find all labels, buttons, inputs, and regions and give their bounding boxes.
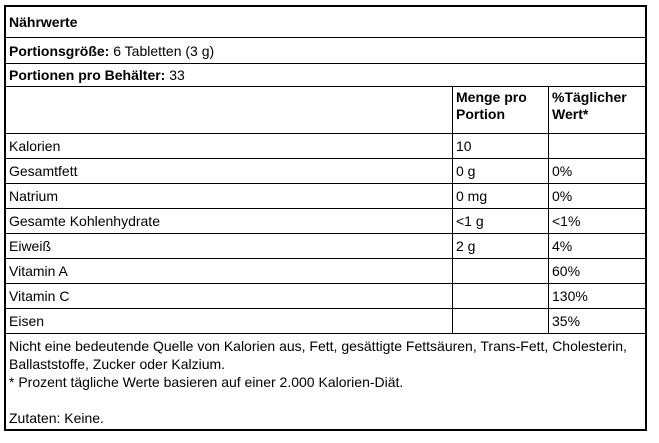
nutrient-amount: 0 mg	[452, 184, 548, 208]
table-row	[6, 259, 645, 284]
nutrient-name: Eisen	[9, 312, 45, 329]
nutrient-daily-value: 4%	[548, 234, 645, 258]
nutrient-name: Eiweiß	[9, 237, 52, 254]
footnote-daily-value: * Prozent tägliche Werte basieren auf einer 2.000 Kalorien-Diät.	[9, 374, 404, 390]
nutrient-amount	[452, 309, 548, 333]
serving-size-value: 6 Tabletten (3 g)	[109, 42, 215, 59]
nutrient-amount: 0 g	[452, 159, 548, 183]
nutrient-daily-value	[548, 134, 645, 158]
nutrient-daily-value: 60%	[548, 259, 645, 283]
nutrient-daily-value: 130%	[548, 284, 645, 308]
nutrient-name: Vitamin C	[9, 287, 70, 304]
header-nutrient	[6, 87, 452, 133]
nutrient-name: Kalorien	[9, 137, 61, 154]
nutrient-amount: 2 g	[452, 234, 548, 258]
servings-per-container-value: 33	[165, 67, 185, 83]
serving-size-label: Portionsgröße:	[9, 42, 110, 59]
header-daily-value: %Täglicher Wert*	[548, 87, 645, 133]
nutrient-name: Gesamte Kohlenhydrate	[9, 212, 160, 229]
nutrition-facts-panel	[4, 5, 647, 431]
servings-per-container-row	[6, 64, 645, 87]
nutrient-name: Gesamtfett	[9, 162, 78, 179]
spacer	[9, 391, 642, 409]
serving-size-row	[6, 38, 645, 64]
ingredients: Zutaten: Keine.	[9, 410, 104, 426]
table-row	[6, 184, 645, 209]
panel-title: Nährwerte	[6, 7, 645, 38]
nutrient-daily-value: 0%	[548, 184, 645, 208]
header-amount-per-serving: Menge pro Portion	[452, 87, 548, 133]
servings-per-container-label: Portionen pro Behälter:	[9, 67, 166, 83]
table-row	[6, 309, 645, 334]
footer-notes	[6, 334, 645, 429]
nutrient-amount: 10	[452, 134, 548, 158]
nutrient-name: Natrium	[9, 187, 59, 204]
nutrient-amount	[452, 259, 548, 283]
table-row	[6, 234, 645, 259]
nutrient-daily-value: 0%	[548, 159, 645, 183]
footnote-insignificant-sources: Nicht eine bedeutende Quelle von Kalorien aus, Fett, gesättigte Fettsäuren, Trans-Fett, Cholesterin, Ballaststoffe, Zucker oder Kalzium.	[9, 338, 627, 372]
table-header-row	[6, 87, 645, 134]
table-row	[6, 284, 645, 309]
table-row	[6, 159, 645, 184]
table-row	[6, 209, 645, 234]
nutrient-amount	[452, 284, 548, 308]
nutrient-name: Vitamin A	[9, 262, 68, 279]
nutrient-daily-value: <1%	[548, 209, 645, 233]
table-row	[6, 134, 645, 159]
nutrient-amount: <1 g	[452, 209, 548, 233]
nutrient-daily-value: 35%	[548, 309, 645, 333]
